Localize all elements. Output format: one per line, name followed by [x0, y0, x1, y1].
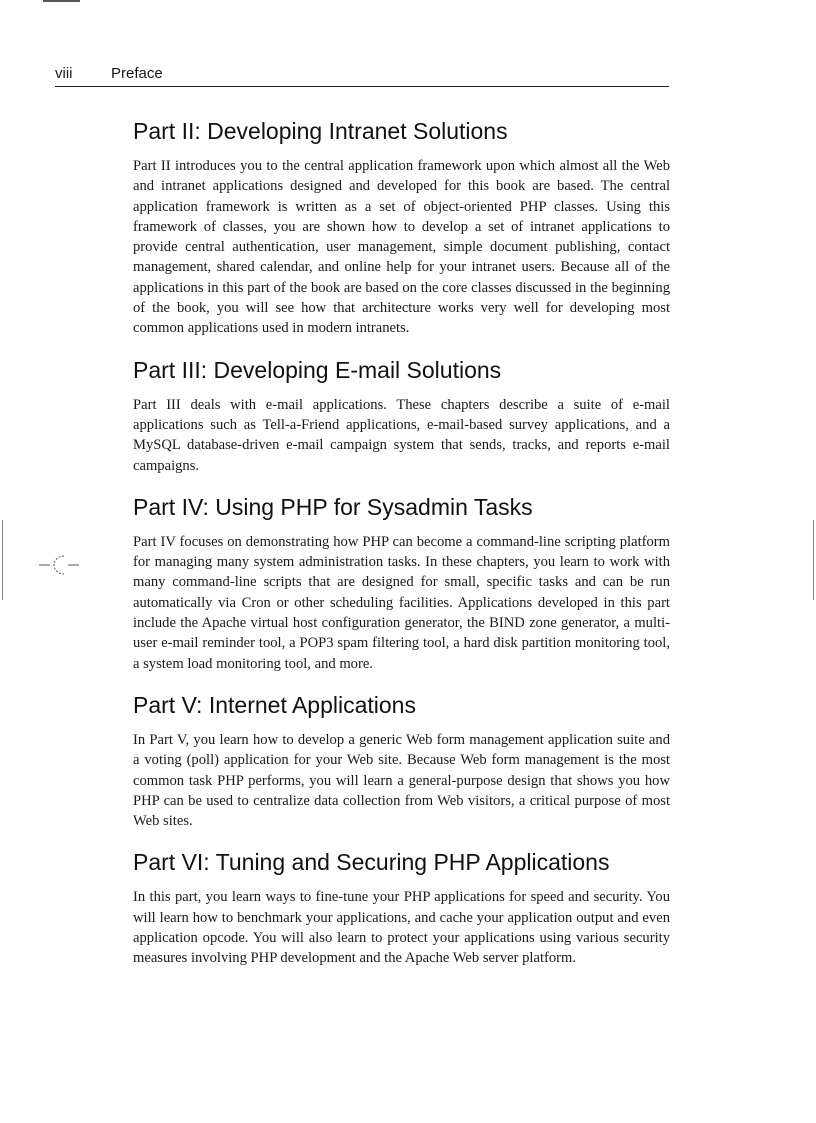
top-rule	[43, 0, 80, 2]
section-body: Part II introduces you to the central application framework upon which almost all the Web and intranet applications designed and developed for this book are based. The central application framework is written as a set of object-oriented PHP classes. Using this framework of classes, you are shown how to develop a set of intranet applications to provide central authentication, user management, simple document publishing, contact management, shared calendar, and online help for your intranet users. Because all of the applications in this part of the book are based on the core classes discussed in the beginning of the book, you will see how that architecture works very well for developing most common applications used in modern intranets.	[133, 158, 670, 337]
section-part-iv	[133, 490, 670, 674]
running-head	[55, 62, 669, 87]
section-part-ii	[133, 114, 670, 339]
section-heading: Part V: Internet Applications	[133, 691, 416, 718]
binder-line-right	[813, 520, 814, 600]
page-content	[133, 114, 670, 969]
page-number: viii	[55, 65, 73, 82]
section-body: In this part, you learn ways to fine-tune your PHP applications for speed and security. You will learn how to benchmark your applications, and cache your application output and even application opcode. You will also learn to protect your applications using various security measures involving PHP development and the Apache Web server platform.	[133, 889, 670, 967]
section-body: In Part V, you learn how to develop a generic Web form management application suite and a voting (poll) application for your Web site. Because Web form management is the most common task PHP performs, you will learn a general-purpose design that shows you how PHP can be used to centralize data collection from Web visitors, a critical purpose of most Web sites.	[133, 731, 670, 830]
section-part-vi	[133, 845, 670, 968]
section-heading: Part VI: Tuning and Securing PHP Applications	[133, 849, 610, 876]
section-part-iii	[133, 353, 670, 476]
section-body: Part III deals with e-mail applications. These chapters describe a suite of e-mail applications such as Tell-a-Friend applications, e-mail-based survey applications, and a MySQL database-driven e-mail campaign system that sends, tracks, and reports e-mail campaigns.	[133, 396, 670, 474]
section-part-v	[133, 688, 670, 831]
section-heading: Part III: Developing E-mail Solutions	[133, 356, 502, 383]
section-heading: Part IV: Using PHP for Sysadmin Tasks	[133, 493, 533, 520]
section-heading: Part II: Developing Intranet Solutions	[133, 118, 508, 144]
registration-mark-icon	[38, 552, 82, 578]
running-title: Preface	[111, 65, 163, 82]
section-body: Part IV focuses on demonstrating how PHP can become a command-line scripting platform for managing many system administration tasks. In these chapters, you learn to work with many command-line scripts that are designed for small, specific tasks and can be run automatically via Cron or other scheduling facilities. Applications developed in this part include the Apache virtual host configuration generator, the BIND zone generator, a multi-user e-mail reminder tool, a POP3 spam filtering tool, a hard disk partition monitoring tool, a system load monitoring tool, and more.	[133, 533, 670, 672]
binder-line-left	[2, 520, 3, 600]
